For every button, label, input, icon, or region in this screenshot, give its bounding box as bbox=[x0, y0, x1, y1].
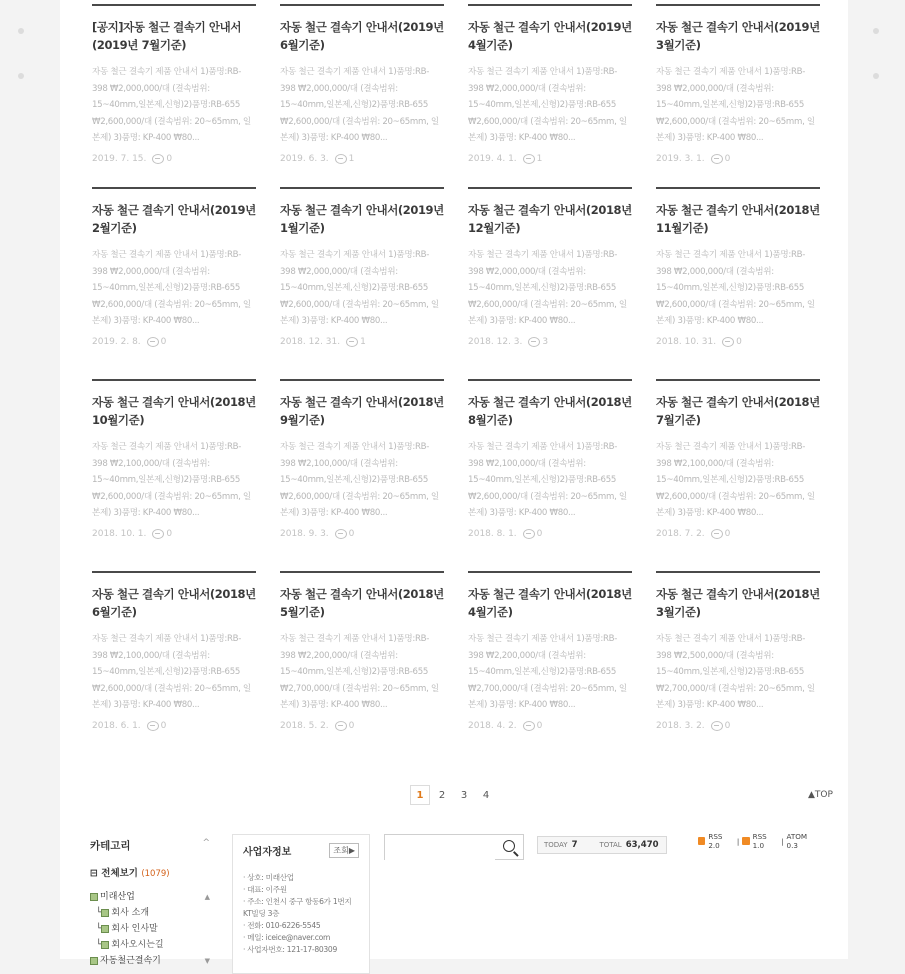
page-4-link[interactable]: 4 bbox=[482, 789, 490, 801]
post-card[interactable] bbox=[656, 187, 820, 349]
page-1-link[interactable]: 1 bbox=[410, 785, 430, 805]
post-meta bbox=[468, 719, 632, 733]
post-card[interactable] bbox=[280, 571, 444, 733]
comment-count[interactable]: 0 bbox=[166, 154, 173, 164]
post-date: 2018. 7. 2. bbox=[656, 529, 705, 539]
category-item-company-intro[interactable]: └ 회사 소개 bbox=[96, 908, 150, 918]
category-all-label: 전체보기 bbox=[101, 868, 138, 879]
category-list bbox=[90, 889, 210, 969]
today-label: TODAY bbox=[544, 841, 568, 849]
comment-icon[interactable] bbox=[528, 337, 540, 347]
post-title-link[interactable]: 자동 철근 결속기 안내서(2019년 2월기준) bbox=[92, 203, 256, 235]
footer bbox=[90, 830, 818, 966]
comment-count[interactable]: 1 bbox=[536, 154, 543, 164]
business-info-box bbox=[232, 834, 370, 974]
post-date: 2018. 9. 3. bbox=[280, 529, 329, 539]
post-date: 2019. 3. 1. bbox=[656, 154, 705, 164]
post-summary: 자동 철근 결속기 제품 안내서 1)품명:RB-398 ₩2,000,000/대 (결속범위: 15~40mm,일본제,신형)2)품명:RB-655 ₩2,600,000/대 (결속범위: 20~65mm, 일본제) 3)품명: KP-400 ₩80... bbox=[656, 67, 815, 143]
post-date: 2018. 12. 3. bbox=[468, 337, 523, 347]
comment-icon[interactable] bbox=[711, 154, 723, 164]
comment-icon[interactable] bbox=[147, 337, 159, 347]
folder-icon bbox=[101, 941, 109, 949]
post-summary: 자동 철근 결속기 제품 안내서 1)품명:RB-398 ₩2,100,000/대 (결속범위: 15~40mm,일본제,신형)2)품명:RB-655 ₩2,600,000/대 (결속범위: 20~65mm, 일본제) 3)품명: KP-400 ₩80... bbox=[656, 442, 815, 518]
post-title-link[interactable]: 자동 철근 결속기 안내서(2018년 4월기준) bbox=[468, 587, 632, 619]
post-meta bbox=[92, 719, 256, 733]
comment-icon[interactable] bbox=[523, 154, 535, 164]
post-summary: 자동 철근 결속기 제품 안내서 1)품명:RB-398 ₩2,100,000/대 (결속범위: 15~40mm,일본제,신형)2)품명:RB-655 ₩2,600,000/대 (결속범위: 20~65mm, 일본제) 3)품명: KP-400 ₩80... bbox=[92, 442, 251, 518]
post-meta bbox=[468, 152, 632, 166]
category-all-count: (1079) bbox=[141, 869, 170, 879]
post-meta bbox=[92, 152, 256, 166]
rss-links bbox=[698, 832, 818, 850]
post-title-link[interactable]: 자동 철근 결속기 안내서(2018년 10월기준) bbox=[92, 395, 256, 427]
post-card[interactable] bbox=[280, 4, 444, 166]
rss-separator: | bbox=[736, 836, 740, 846]
business-info-list bbox=[243, 872, 359, 956]
total-value: 63,470 bbox=[625, 840, 659, 850]
category-title bbox=[90, 838, 210, 853]
post-card[interactable] bbox=[656, 571, 820, 733]
post-card[interactable] bbox=[92, 379, 256, 541]
comment-count[interactable]: 0 bbox=[160, 721, 167, 731]
page-3-link[interactable]: 3 bbox=[460, 789, 468, 801]
category-title-text: 카테고리 bbox=[90, 840, 131, 852]
business-lookup-button[interactable]: 조회▶ bbox=[329, 843, 359, 858]
post-meta bbox=[656, 527, 820, 541]
business-info-header bbox=[243, 843, 359, 858]
business-phone: · 전화: 010-6226-5545 bbox=[243, 921, 321, 930]
post-summary: 자동 철근 결속기 제품 안내서 1)품명:RB-398 ₩2,000,000/대 (결속범위: 15~40mm,일본제,신형)2)품명:RB-655 ₩2,600,000/대 (결속범위: 20~65mm, 일본제) 3)품명: KP-400 ₩80... bbox=[468, 67, 627, 143]
comment-icon[interactable] bbox=[152, 154, 164, 164]
post-card[interactable] bbox=[656, 4, 820, 166]
folder-icon bbox=[101, 909, 109, 917]
post-meta bbox=[92, 335, 256, 349]
comment-icon[interactable] bbox=[711, 529, 723, 539]
rss1-link[interactable]: RSS 1.0 bbox=[752, 832, 767, 850]
post-summary: 자동 철근 결속기 제품 안내서 1)품명:RB-398 ₩2,200,000/대 (결속범위: 15~40mm,일본제,신형)2)품명:RB-655 ₩2,700,000/대 (결속범위: 20~65mm, 일본제) 3)품명: KP-400 ₩80... bbox=[280, 634, 439, 710]
post-title-link[interactable]: 자동 철근 결속기 안내서(2019년 4월기준) bbox=[468, 20, 632, 52]
comment-count[interactable]: 0 bbox=[724, 154, 731, 164]
post-date: 2018. 6. 1. bbox=[92, 721, 141, 731]
post-card[interactable] bbox=[468, 4, 632, 166]
post-date: 2018. 5. 2. bbox=[280, 721, 329, 731]
comment-icon[interactable] bbox=[152, 529, 164, 539]
rss-icon bbox=[742, 837, 749, 845]
post-title-link[interactable]: 자동 철근 결속기 안내서(2018년 12월기준) bbox=[468, 203, 632, 235]
category-collapse-icon[interactable]: ^ bbox=[202, 838, 210, 848]
main-page bbox=[60, 0, 848, 966]
post-meta bbox=[468, 335, 632, 349]
rss2-link[interactable]: RSS 2.0 bbox=[708, 832, 723, 850]
post-meta bbox=[280, 152, 444, 166]
post-meta bbox=[656, 335, 820, 349]
category-item-greeting[interactable]: └ 회사 인사말 bbox=[96, 924, 158, 934]
top-link[interactable]: ▲TOP bbox=[808, 790, 833, 800]
business-name: · 상호: 미래산업 bbox=[243, 873, 294, 882]
post-card[interactable] bbox=[468, 571, 632, 733]
page-2-link[interactable]: 2 bbox=[438, 789, 446, 801]
post-card[interactable] bbox=[92, 571, 256, 733]
category-item-label: 회사 인사말 bbox=[111, 924, 158, 934]
comment-count[interactable]: 0 bbox=[160, 337, 167, 347]
post-title-link[interactable]: 자동 철근 결속기 안내서(2018년 3월기준) bbox=[656, 587, 820, 619]
post-summary: 자동 철근 결속기 제품 안내서 1)품명:RB-398 ₩2,000,000/대 (결속범위: 15~40mm,일본제,신형)2)품명:RB-655 ₩2,600,000/대 (결속범위: 20~65mm, 일본제) 3)품명: KP-400 ₩80... bbox=[468, 250, 627, 326]
post-meta bbox=[92, 527, 256, 541]
post-card[interactable] bbox=[468, 379, 632, 541]
post-summary: 자동 철근 결속기 제품 안내서 1)품명:RB-398 ₩2,000,000/대 (결속범위: 15~40mm,일본제,신형)2)품명:RB-655 ₩2,600,000/대 (결속범위: 20~65mm, 일본제) 3)품명: KP-400 ₩80... bbox=[656, 250, 815, 326]
post-title-link[interactable]: 자동 철근 결속기 안내서(2019년 1월기준) bbox=[280, 203, 444, 235]
business-ceo: · 대표: 이주원 bbox=[243, 885, 287, 894]
post-summary: 자동 철근 결속기 제품 안내서 1)품명:RB-398 ₩2,000,000/대 (결속범위: 15~40mm,일본제,신형)2)품명:RB-655 ₩2,600,000/대 (결속범위: 20~65mm, 일본제) 3)품명: KP-400 ₩80... bbox=[92, 250, 251, 326]
today-value: 7 bbox=[571, 840, 578, 850]
folder-icon bbox=[90, 957, 98, 965]
post-date: 2018. 10. 31. bbox=[656, 337, 717, 347]
comment-icon[interactable] bbox=[335, 529, 347, 539]
business-email: · 메일: iceice@naver.com bbox=[243, 933, 331, 942]
comment-count[interactable]: 0 bbox=[348, 721, 355, 731]
post-card[interactable] bbox=[92, 187, 256, 349]
post-date: 2018. 3. 2. bbox=[656, 721, 705, 731]
atom-link[interactable]: ATOM 0.3 bbox=[786, 832, 808, 850]
post-title-link[interactable]: 자동 철근 결속기 안내서(2018년 8월기준) bbox=[468, 395, 632, 427]
folder-icon bbox=[90, 893, 98, 901]
post-summary: 자동 철근 결속기 제품 안내서 1)품명:RB-398 ₩2,100,000/대 (결속범위: 15~40mm,일본제,신형)2)품명:RB-655 ₩2,600,000/대 (결속범위: 20~65mm, 일본제) 3)품명: KP-400 ₩80... bbox=[92, 634, 251, 710]
category-item-label: 자동철근결속기 bbox=[100, 956, 161, 966]
category-item-mirae[interactable] bbox=[90, 889, 210, 905]
post-date: 2018. 4. 2. bbox=[468, 721, 517, 731]
business-info-title: 사업자정보 bbox=[243, 847, 292, 858]
post-meta bbox=[280, 335, 444, 349]
post-card[interactable] bbox=[92, 4, 256, 166]
post-meta bbox=[656, 152, 820, 166]
comment-count[interactable]: 0 bbox=[166, 529, 173, 539]
post-date: 2018. 8. 1. bbox=[468, 529, 517, 539]
post-summary: 자동 철근 결속기 제품 안내서 1)품명:RB-398 ₩2,100,000/대 (결속범위: 15~40mm,일본제,신형)2)품명:RB-655 ₩2,600,000/대 (결속범위: 20~65mm, 일본제) 3)품명: KP-400 ₩80... bbox=[468, 442, 627, 518]
comment-icon[interactable] bbox=[346, 337, 358, 347]
total-label: TOTAL bbox=[599, 841, 622, 849]
post-summary: 자동 철근 결속기 제품 안내서 1)품명:RB-398 ₩2,000,000/대 (결속범위: 15~40mm,일본제,신형)2)품명:RB-655 ₩2,600,000/대 (결속범위: 20~65mm, 일본제) 3)품명: KP-400 ₩80... bbox=[92, 67, 251, 143]
post-date: 2018. 12. 31. bbox=[280, 337, 341, 347]
category-item-label: 회사오시는길 bbox=[111, 940, 164, 950]
comment-count[interactable]: 0 bbox=[724, 529, 731, 539]
post-title-link[interactable]: 자동 철근 결속기 안내서(2019년 6월기준) bbox=[280, 20, 444, 52]
search-box bbox=[384, 834, 524, 860]
comment-icon[interactable] bbox=[722, 337, 734, 347]
category-all[interactable] bbox=[90, 865, 210, 879]
caret-up-icon[interactable]: ▲ bbox=[204, 893, 210, 901]
post-date: 2018. 10. 1. bbox=[92, 529, 147, 539]
search-input[interactable] bbox=[385, 836, 495, 860]
comment-count[interactable]: 1 bbox=[360, 337, 366, 347]
category-item-label: 미래산업 bbox=[100, 892, 135, 902]
rss-separator: | bbox=[781, 836, 784, 846]
post-date: 2019. 7. 15. bbox=[92, 154, 147, 164]
post-meta bbox=[280, 719, 444, 733]
comment-count[interactable]: 0 bbox=[724, 721, 731, 731]
comment-count[interactable]: 3 bbox=[542, 337, 549, 347]
post-title-link[interactable]: 자동 철근 결속기 안내서(2019년 3월기준) bbox=[656, 20, 820, 52]
post-meta bbox=[656, 719, 820, 733]
post-card[interactable] bbox=[280, 379, 444, 541]
pagination bbox=[410, 785, 496, 805]
comment-count[interactable]: 0 bbox=[736, 337, 742, 347]
post-card[interactable] bbox=[468, 187, 632, 349]
post-date: 2019. 2. 8. bbox=[92, 337, 141, 347]
comment-count[interactable]: 1 bbox=[348, 154, 355, 164]
post-date: 2019. 6. 3. bbox=[280, 154, 329, 164]
comment-icon[interactable] bbox=[523, 721, 535, 731]
post-title-link[interactable]: 자동 철근 결속기 안내서(2018년 6월기준) bbox=[92, 587, 256, 619]
search-icon[interactable] bbox=[503, 840, 515, 852]
post-title-link[interactable]: 자동 철근 결속기 안내서(2018년 11월기준) bbox=[656, 203, 820, 235]
comment-count[interactable]: 0 bbox=[536, 529, 543, 539]
comment-icon[interactable] bbox=[147, 721, 159, 731]
caret-down-icon[interactable]: ▼ bbox=[204, 957, 210, 965]
post-meta bbox=[468, 527, 632, 541]
post-title-link[interactable]: 자동 철근 결속기 안내서(2018년 9월기준) bbox=[280, 395, 444, 427]
category-item-label: 회사 소개 bbox=[111, 908, 150, 918]
business-address: · 주소: 인천시 중구 항동6가 1번지 KT빌딩 3층 bbox=[243, 897, 352, 918]
post-title-link[interactable]: 자동 철근 결속기 안내서(2018년 5월기준) bbox=[280, 587, 444, 619]
post-summary: 자동 철근 결속기 제품 안내서 1)품명:RB-398 ₩2,000,000/대 (결속범위: 15~40mm,일본제,신형)2)품명:RB-655 ₩2,600,000/대 (결속범위: 20~65mm, 일본제) 3)품명: KP-400 ₩80... bbox=[280, 67, 439, 143]
post-summary: 자동 철근 결속기 제품 안내서 1)품명:RB-398 ₩2,000,000/대 (결속범위: 15~40mm,일본제,신형)2)품명:RB-655 ₩2,600,000/대 (결속범위: 20~65mm, 일본제) 3)품명: KP-400 ₩80... bbox=[280, 250, 439, 326]
post-summary: 자동 철근 결속기 제품 안내서 1)품명:RB-398 ₩2,200,000/대 (결속범위: 15~40mm,일본제,신형)2)품명:RB-655 ₩2,700,000/대 (결속범위: 20~65mm, 일본제) 3)품명: KP-400 ₩80... bbox=[468, 634, 627, 710]
comment-icon[interactable] bbox=[335, 721, 347, 731]
post-meta bbox=[280, 527, 444, 541]
business-reg-number: · 사업자번호: 121-17-80309 bbox=[243, 945, 337, 954]
category-item-tier-machine[interactable] bbox=[90, 953, 210, 969]
post-card[interactable] bbox=[280, 187, 444, 349]
rss-icon bbox=[698, 837, 705, 845]
visitor-counter bbox=[537, 836, 667, 854]
category-box bbox=[90, 830, 210, 969]
comment-count[interactable]: 0 bbox=[536, 721, 543, 731]
category-all-icon: ⊟ bbox=[90, 868, 98, 879]
comment-icon[interactable] bbox=[523, 529, 535, 539]
category-item-directions[interactable]: └ 회사오시는길 bbox=[96, 940, 164, 950]
post-card[interactable] bbox=[656, 379, 820, 541]
post-title-link[interactable]: 자동 철근 결속기 안내서(2018년 7월기준) bbox=[656, 395, 820, 427]
comment-icon[interactable] bbox=[711, 721, 723, 731]
post-title-link[interactable]: [공지]자동 철근 결속기 안내서(2019년 7월기준) bbox=[92, 20, 242, 52]
folder-icon bbox=[101, 925, 109, 933]
post-summary: 자동 철근 결속기 제품 안내서 1)품명:RB-398 ₩2,500,000/대 (결속범위: 15~40mm,일본제,신형)2)품명:RB-655 ₩2,700,000/대 (결속범위: 20~65mm, 일본제) 3)품명: KP-400 ₩80... bbox=[656, 634, 815, 710]
post-date: 2019. 4. 1. bbox=[468, 154, 517, 164]
comment-icon[interactable] bbox=[335, 154, 347, 164]
comment-count[interactable]: 0 bbox=[348, 529, 355, 539]
post-summary: 자동 철근 결속기 제품 안내서 1)품명:RB-398 ₩2,100,000/대 (결속범위: 15~40mm,일본제,신형)2)품명:RB-655 ₩2,600,000/대 (결속범위: 20~65mm, 일본제) 3)품명: KP-400 ₩80... bbox=[280, 442, 439, 518]
